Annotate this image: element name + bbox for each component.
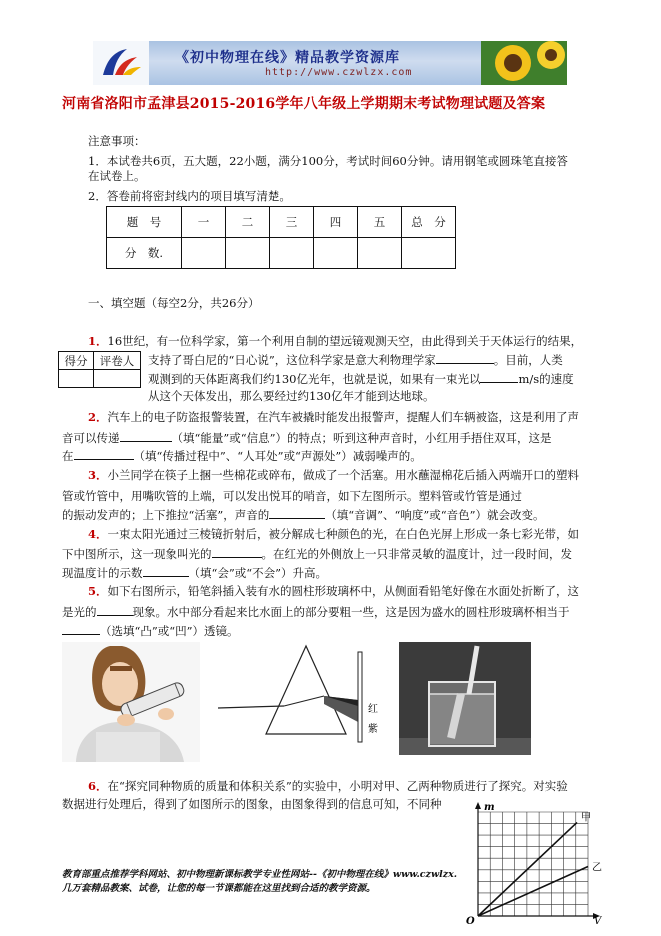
score-table-value-row xyxy=(107,238,456,269)
score-header-cell: 一 xyxy=(182,207,226,238)
pencil-in-water-photo xyxy=(399,642,531,755)
question-3: 3．小兰同学在筷子上捆一些棉花或碎布，做成了一个活塞。用水蘸湿棉花后插入两端开口的塑料 xyxy=(88,468,580,482)
question-4: 4．一束太阳光通过三棱镜折射后，被分解成七种颜色的光，在白色光屏上形成一条七彩光带，如 xyxy=(88,527,580,541)
series-label-2: 乙 xyxy=(592,862,602,874)
origin-label: O xyxy=(466,916,475,925)
question-1-line3: 观测到的天体距离我们约130亿光年，也就是说，如果有一束光以 m/s的速度 xyxy=(148,372,574,386)
series-label-1: 甲 xyxy=(581,812,591,824)
footer-line2: 几万套精品教案、试卷，让您的每一节课都能在这里找到合适的教学资源。 xyxy=(62,883,376,894)
score-value-cell xyxy=(402,238,456,269)
footer-line1: 教育部重点推荐学科网站、初中物理新课标教学专业性网站--《初中物理在线》www.czwlzx. xyxy=(62,869,458,880)
prism-violet-label: 紫 xyxy=(368,724,378,735)
notice-item1-line2: 在试卷上。 xyxy=(88,169,146,183)
banner-url: http://www.czwlzx.com xyxy=(265,67,413,78)
question-6: 6．在“探究同种物质的质量和体积关系”的实验中，小明对甲、乙两种物质进行了探究。对实验 xyxy=(88,779,568,793)
section1-heading: 一、填空题（每空2分，共26分） xyxy=(88,296,260,310)
answer-blank[interactable] xyxy=(120,430,172,442)
mass-volume-chart xyxy=(460,800,610,925)
score-table xyxy=(106,206,456,269)
notice-item2: 2．答卷前将密封线内的项目填写清楚。 xyxy=(88,189,291,203)
question-1-line2: 支持了哥白尼的“日心说”，这位科学家是意大利物理学家 。目前，人类 xyxy=(148,353,563,367)
score-value-cell xyxy=(314,238,358,269)
question-number: 6． xyxy=(88,779,108,793)
question-number: 5． xyxy=(88,584,108,598)
chart-series xyxy=(478,811,602,916)
score-value-cell xyxy=(358,238,402,269)
question-2: 2．汽车上的电子防盗报警装置，在汽车被撬时能发出报警声，提醒人们车辆被盗，这是利用了声 xyxy=(88,410,580,424)
question-2-line3: 在 （填“传播过程中”、“人耳处”或“声源处”）减弱噪声的。 xyxy=(62,449,422,463)
x-axis-label: V xyxy=(594,916,602,925)
score-header-cell: 题 号 xyxy=(107,207,182,238)
answer-blank[interactable] xyxy=(143,565,189,577)
grader-score-label: 得分 xyxy=(59,352,94,370)
answer-blank[interactable] xyxy=(480,371,518,383)
header-banner xyxy=(93,41,567,85)
girl-blowing-tube-photo xyxy=(62,642,200,762)
question-number: 3． xyxy=(88,468,108,482)
sunflower-image xyxy=(481,41,567,85)
question-number: 2． xyxy=(88,410,108,424)
question-6-line2: 数据进行处理后，得到了如图所示的图象，由图象得到的信息可知，不同种 xyxy=(62,797,442,811)
question-number: 1． xyxy=(88,334,108,348)
notice-heading: 注意事项： xyxy=(88,134,146,148)
answer-blank[interactable] xyxy=(97,604,133,616)
grader-reviewer-label: 评卷人 xyxy=(94,352,141,370)
banner-slogan: 《初中物理在线》精品教学资源库 xyxy=(175,50,400,66)
score-table-header-row xyxy=(107,207,456,238)
grader-table xyxy=(58,351,141,388)
question-3-line2: 管或竹管中，用嘴吹管的上端，可以发出悦耳的哨音，如下左图所示。塑料管或竹管是通过 xyxy=(62,489,522,503)
score-header-cell: 三 xyxy=(270,207,314,238)
question-4-line2: 下中图所示，这一现象叫光的 。在红光的外侧放上一只非常灵敏的温度计，过一段时间，发 xyxy=(62,547,572,561)
question-5-line2: 是光的 现象。水中部分看起来比水面上的部分要粗一些，这是因为盛水的圆柱形玻璃杯相当于 xyxy=(62,605,570,619)
question-2-line2: 音可以传递 （填“能量”或“信息”）的特点；听到这种声音时，小红用手捂住双耳，这是 xyxy=(62,431,552,445)
answer-blank[interactable] xyxy=(269,507,325,519)
score-header-cell: 总 分 xyxy=(402,207,456,238)
question-4-line3: 现温度计的示数 （填“会”或“不会”）升高。 xyxy=(62,566,328,580)
question-3-line3: 的振动发声的；上下推拉“活塞”，声音的 （填“音调”、“响度”或“音色”）就会改变。 xyxy=(62,508,545,522)
score-row-label: 分 数. xyxy=(107,238,182,269)
score-value-cell xyxy=(270,238,314,269)
question-5-line3: （选填“凸”或“凹”）透镜。 xyxy=(62,623,239,638)
score-value-cell xyxy=(182,238,226,269)
score-header-cell: 二 xyxy=(226,207,270,238)
question-number: 4． xyxy=(88,527,108,541)
question-1-line4: 从这个天体发出，那么要经过约130亿年才能到达地球。 xyxy=(148,389,435,403)
question-1: 1．16世纪，有一位科学家，第一个利用自制的望远镜观测天空，由此得到关于天体运行的结果， xyxy=(88,334,583,348)
answer-blank[interactable] xyxy=(74,448,134,460)
y-axis-label: m xyxy=(484,802,495,813)
score-header-cell: 四 xyxy=(314,207,358,238)
score-header-cell: 五 xyxy=(358,207,402,238)
answer-blank[interactable] xyxy=(436,352,494,364)
prism-dispersion-figure xyxy=(218,642,388,752)
answer-blank[interactable] xyxy=(62,623,100,635)
page-title: 河南省洛阳市孟津县2015-2016学年八年级上学期期末考试物理试题及答案 xyxy=(62,96,546,112)
grader-reviewer-cell xyxy=(94,370,141,388)
series-line-1 xyxy=(478,822,577,916)
answer-blank[interactable] xyxy=(212,546,262,558)
y-axis-arrow xyxy=(475,802,481,809)
notice-item1-line1: 1．本试卷共6页，五大题，22小题，满分100分，考试时间60分钟。请用钢笔或圆珠笔直接答 xyxy=(88,154,568,168)
score-value-cell xyxy=(226,238,270,269)
grader-score-cell xyxy=(59,370,94,388)
site-logo xyxy=(93,41,149,85)
prism-red-label: 红 xyxy=(368,704,378,715)
series-line-2 xyxy=(478,866,588,916)
question-5: 5．如下右图所示，铅笔斜插入装有水的圆柱形玻璃杯中，从侧面看铅笔好像在水面处折断了，这 xyxy=(88,584,580,598)
